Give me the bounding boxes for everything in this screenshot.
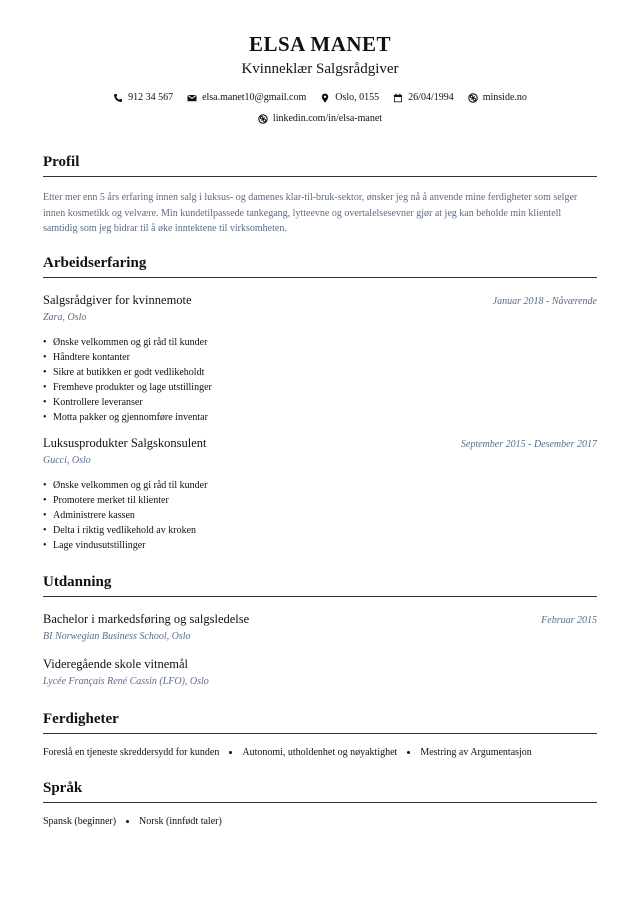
job-date: September 2015 - Desember 2017 [460, 439, 597, 450]
candidate-name: ELSA MANET [248, 32, 392, 56]
language-item: Spansk (beginner) [43, 816, 117, 827]
section-divider [43, 802, 597, 803]
job-header [43, 292, 597, 308]
skill-item: Foreslå en tjeneste skreddersydd for kunden [43, 747, 220, 758]
education-entry [43, 656, 597, 688]
degree-title: Bachelor i markedsføring og salgsledelse [43, 612, 250, 626]
list-item: • Delta i riktig vedlikehold av kroken [43, 523, 597, 538]
bullet-separator [229, 751, 232, 754]
contact-location-text: Oslo, 0155 [335, 92, 380, 103]
contact-row [0, 92, 640, 104]
skill-item: Mestring av Argumentasjon [420, 747, 532, 758]
section-education [43, 573, 597, 688]
location-icon [320, 93, 330, 103]
globe-icon [258, 114, 268, 124]
list-item: • Ønske velkommen og gi råd til kunder [43, 335, 597, 350]
contact-linkedin[interactable] [258, 113, 382, 125]
bullet-separator [407, 751, 410, 754]
bullet-separator [126, 820, 129, 823]
section-profile [43, 153, 597, 237]
list-item: • Håndtere kontanter [43, 350, 597, 365]
education-header [43, 611, 597, 627]
contact-email [187, 92, 306, 104]
resume-header [0, 0, 640, 125]
job-entry [43, 435, 597, 553]
section-title-profile: Profil [43, 154, 80, 170]
section-divider [43, 733, 597, 734]
contact-website[interactable] [468, 92, 527, 104]
section-skills [43, 710, 597, 758]
list-item: • Kontrollere leveranser [43, 395, 597, 410]
globe-icon [468, 93, 478, 103]
calendar-icon [393, 93, 403, 103]
job-title: Salgsrådgiver for kvinnemote [43, 293, 192, 307]
education-header [43, 656, 597, 672]
list-item: • Motta pakker og gjennomføre inventar [43, 410, 597, 425]
education-entry [43, 611, 597, 643]
section-divider [43, 277, 597, 278]
job-company: Zara, Oslo [43, 312, 87, 323]
skills-list [43, 747, 597, 758]
section-title-education: Utdanning [43, 574, 112, 590]
section-title-experience: Arbeidserfaring [43, 255, 147, 271]
school-name: BI Norwegian Business School, Oslo [43, 631, 191, 642]
job-entry [43, 292, 597, 425]
job-header [43, 435, 597, 451]
contact-row-2 [0, 113, 640, 125]
candidate-title: Kvinneklær Salgsrådgiver [241, 61, 399, 77]
language-item: Norsk (innfødt taler) [139, 816, 222, 827]
contact-location [320, 92, 379, 104]
phone-icon [113, 93, 123, 103]
job-title: Luksusprodukter Salgskonsulent [43, 436, 207, 450]
section-experience [43, 254, 597, 553]
job-duties [43, 335, 597, 425]
list-item: • Sikre at butikken er godt vedlikeholdt [43, 365, 597, 380]
contact-linkedin-text[interactable]: linkedin.com/in/elsa-manet [272, 113, 383, 124]
job-date: Januar 2018 - Nåværende [492, 296, 597, 307]
profile-summary: Etter mer enn 5 års erfaring innen salg i luksus- og damenes klar-til-bruk-sektor, ønsker jeg nå å anvende mine ferdigheter som selger innen kosmetikk og velvære. Min kundetilpassede tankegang, lytteevne og overtalelsesevner gjør at jeg kan beholde min klientell samtidig som jeg bidrar til å øke inntektene til virksomheten. [43, 192, 578, 234]
section-divider [43, 176, 597, 177]
contact-phone-text: 912 34 567 [128, 92, 174, 103]
degree-title: Videregående skole vitnemål [43, 657, 189, 671]
list-item: • Lage vindusutstillinger [43, 538, 597, 553]
contact-website-text[interactable]: minside.no [482, 92, 527, 103]
list-item: • Administrere kassen [43, 508, 597, 523]
contact-birthdate-text: 26/04/1994 [408, 92, 454, 103]
list-item: • Promotere merket til klienter [43, 493, 597, 508]
contact-phone [113, 92, 173, 104]
job-company: Gucci, Oslo [43, 455, 91, 466]
job-duties [43, 478, 597, 553]
section-title-languages: Språk [43, 780, 83, 796]
section-title-skills: Ferdigheter [43, 711, 119, 727]
list-item: • Fremheve produkter og lage utstillinger [43, 380, 597, 395]
list-item: • Ønske velkommen og gi råd til kunder [43, 478, 597, 493]
section-languages [43, 779, 597, 827]
contact-email-text: elsa.manet10@gmail.com [202, 92, 307, 103]
education-date: Februar 2015 [541, 615, 597, 626]
school-name: Lycée Français René Cassin (LFO), Oslo [43, 676, 209, 687]
contact-birthdate [393, 92, 454, 104]
languages-list [43, 816, 597, 827]
section-divider [43, 596, 597, 597]
skill-item: Autonomi, utholdenhet og nøyaktighet [242, 747, 398, 758]
email-icon [187, 93, 197, 103]
